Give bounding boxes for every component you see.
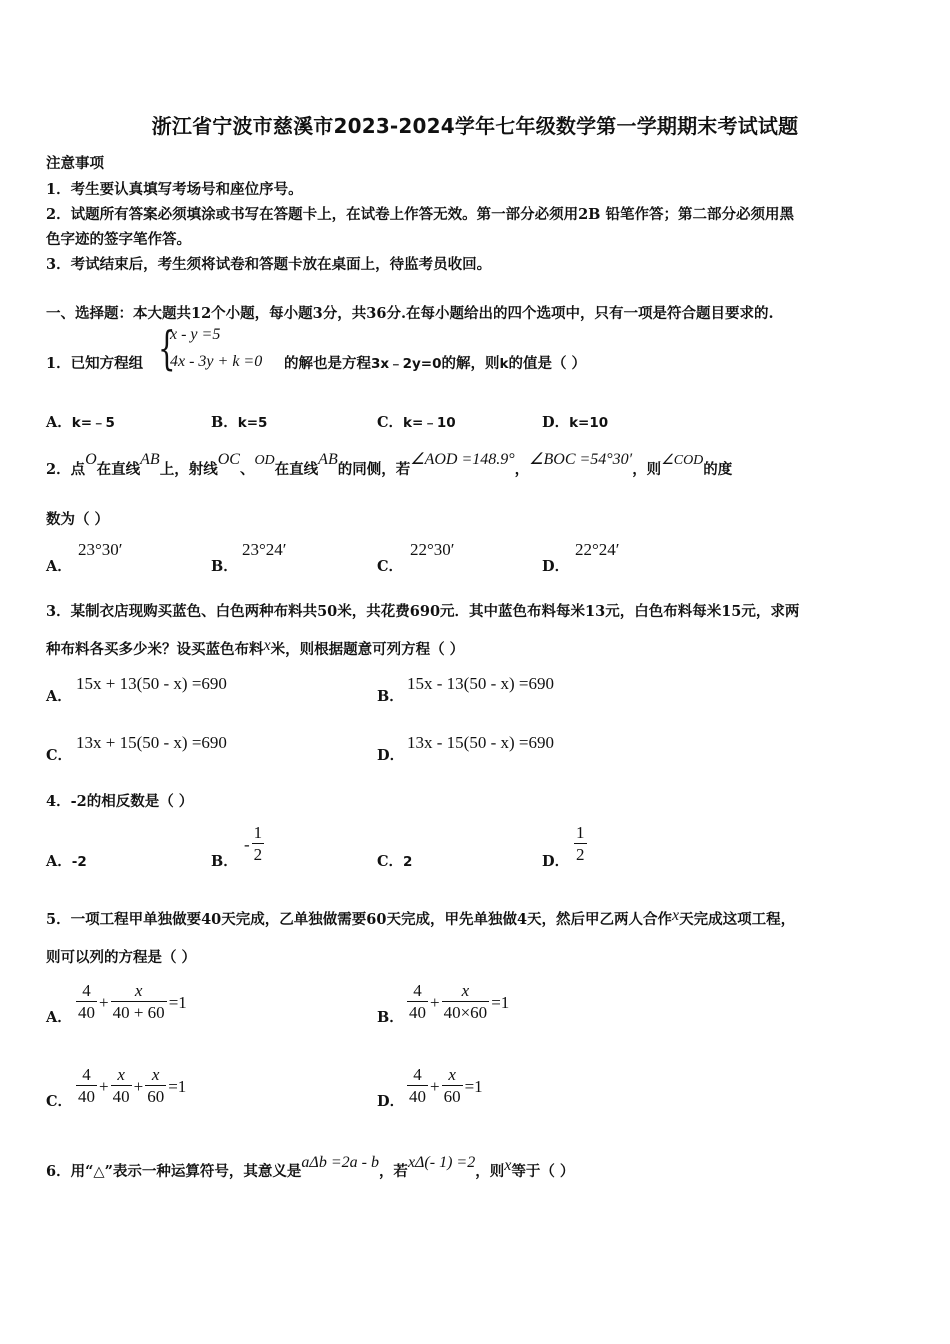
q5-option-a[interactable]: A． bbox=[46, 1009, 72, 1026]
q2-option-d[interactable]: D． bbox=[542, 558, 570, 575]
q2-option-a[interactable]: A． bbox=[46, 558, 72, 575]
q3-option-d-value: 13x - 15(50 - x) =690 bbox=[407, 733, 554, 752]
q1-eq1: x - y =5 bbox=[170, 326, 221, 343]
q5-option-c-value: $\frac{4}{40}$ + $\frac{x}{40}$ + $\frac{x}{60}$ =1 bbox=[78, 1065, 187, 1106]
question-3-line1: 3．某制衣店现购买蓝色、白色两种布料共50米，共花费690元．其中蓝色布料每米13元，白色布料每米15元，求两 bbox=[46, 603, 800, 620]
q4-option-d[interactable]: D． bbox=[542, 853, 570, 870]
q1-eq3: 3x﹣2y=0 bbox=[371, 356, 442, 372]
q1-equation-system bbox=[158, 321, 283, 375]
q2-option-b[interactable]: B． bbox=[211, 558, 238, 575]
q1-option-a[interactable]: A．k=﹣5 bbox=[46, 414, 115, 431]
q3-option-a-value: 15x + 13(50 - x) =690 bbox=[76, 674, 227, 693]
question-2-stem: 2．点O在直线AB上，射线OC、OD在直线AB的同侧，若∠AOD =148.9°，∠BOC =54°30′，则∠COD的度 bbox=[46, 451, 733, 478]
question-3-line2: 种布料各买多少米？设买蓝色布料x米，则根据题意可列方程（ ） bbox=[46, 637, 465, 658]
question-6-stem: 6．用“△”表示一种运算符号，其意义是aΔb =2a - b，若xΔ(- 1) =2，则x等于（ ） bbox=[46, 1154, 575, 1180]
question-1-suffix: 的解也是方程3x﹣2y=0的解，则k的值是（ ） bbox=[284, 355, 587, 372]
page-title: 浙江省宁波市慈溪市2023-2024学年七年级数学第一学期期末考试试题 bbox=[151, 114, 799, 138]
q3-option-d[interactable]: D． bbox=[377, 747, 405, 764]
q1-eq2: 4x - 3y + k =0 bbox=[170, 353, 263, 370]
q1-option-b[interactable]: B．k=5 bbox=[211, 414, 268, 431]
q1-option-d[interactable]: D．k=10 bbox=[542, 414, 609, 431]
q4-option-c[interactable]: C．2 bbox=[377, 853, 413, 870]
q3-option-c-value: 13x + 15(50 - x) =690 bbox=[76, 733, 227, 752]
q2-option-a-value: 23°30′ bbox=[78, 540, 123, 559]
q5-option-a-value: $\frac{4}{40}$ + $\frac{x}{40 + 60}$ =1 bbox=[78, 981, 187, 1022]
notice-heading: 注意事项 bbox=[46, 155, 104, 172]
q2-option-d-value: 22°24′ bbox=[575, 540, 620, 559]
question-1-prefix: 1．已知方程组 bbox=[46, 355, 144, 372]
q4-option-b[interactable]: B． bbox=[211, 853, 238, 870]
q5-option-b[interactable]: B． bbox=[377, 1009, 404, 1026]
q4-option-a[interactable]: A．-2 bbox=[46, 853, 87, 870]
notice-item: 1．考生要认真填写考场号和座位序号。 bbox=[46, 181, 303, 198]
notice-item: 色字迹的签字笔作答。 bbox=[46, 231, 191, 248]
fraction: $\frac{1}{2}$ bbox=[576, 823, 585, 864]
q2-option-c-value: 22°30′ bbox=[410, 540, 455, 559]
fraction: $\frac{1}{2}$ bbox=[253, 823, 263, 864]
q2-option-c[interactable]: C． bbox=[377, 558, 404, 575]
question-2-line2: 数为（ ） bbox=[46, 511, 110, 528]
section-heading: 一、选择题：本大题共12个小题，每小题3分，共36分.在每小题给出的四个选项中，只有一项是符合题目要求的. bbox=[46, 305, 774, 322]
q4-option-b-value: - $\frac{1}{2}$ bbox=[244, 823, 263, 864]
q3-option-b-value: 15x - 13(50 - x) =690 bbox=[407, 674, 554, 693]
brace-icon: { bbox=[158, 321, 176, 375]
q3-option-b[interactable]: B． bbox=[377, 688, 404, 705]
q2-option-b-value: 23°24′ bbox=[242, 540, 287, 559]
q4-option-d-value bbox=[574, 823, 587, 866]
question-5-line1: 5．一项工程甲单独做要40天完成，乙单独做需要60天完成，甲先单独做4天，然后甲乙两人合作x天完成这项工程， bbox=[46, 907, 796, 928]
question-4-stem: 4．-2的相反数是（ ） bbox=[46, 793, 194, 810]
notice-item: 2．试题所有答案必须填涂或书写在答题卡上，在试卷上作答无效。第一部分必须用2B 铅笔作答；第二部分必须用黑 bbox=[46, 206, 794, 223]
q5-option-d[interactable]: D． bbox=[377, 1093, 405, 1110]
q5-option-d-value: $\frac{4}{40}$ + $\frac{x}{60}$ =1 bbox=[409, 1065, 483, 1106]
q5-option-b-value: $\frac{4}{40}$ + $\frac{x}{40\times 60}$ =1 bbox=[409, 981, 510, 1022]
notice-item: 3．考试结束后，考生须将试卷和答题卡放在桌面上，待监考员收回。 bbox=[46, 256, 492, 273]
q3-option-a[interactable]: A． bbox=[46, 688, 72, 705]
question-5-line2: 则可以列的方程是（ ） bbox=[46, 949, 197, 966]
q1-option-c[interactable]: C．k=﹣10 bbox=[377, 414, 456, 431]
q5-option-c[interactable]: C． bbox=[46, 1093, 73, 1110]
q3-option-c[interactable]: C． bbox=[46, 747, 73, 764]
